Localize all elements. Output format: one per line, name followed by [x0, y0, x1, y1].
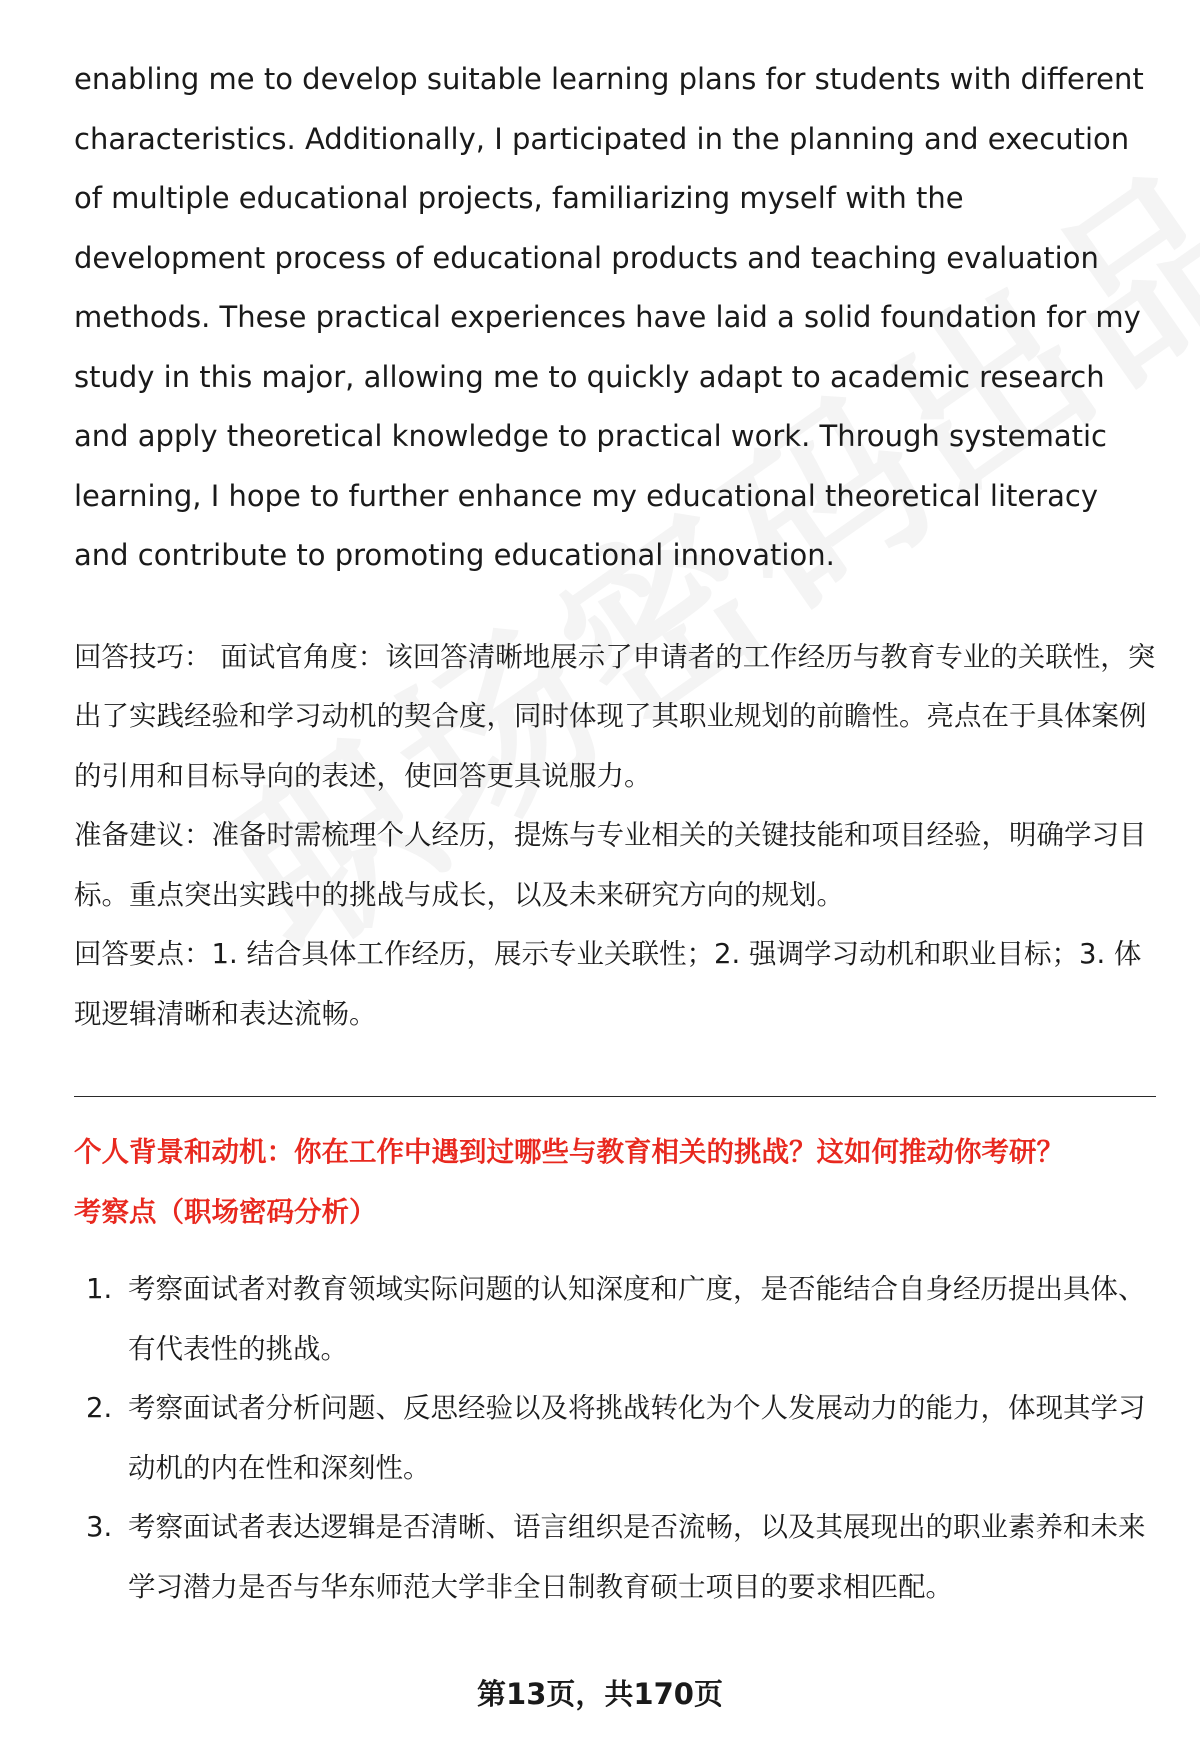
list-item — [74, 1260, 1159, 1379]
list-item-text: 考察面试者表达逻辑是否清晰、语言组织是否流畅，以及其展现出的职业素养和未来学习潜力是否与华东师范大学非全日制教育硕士项目的要求相匹配。 — [128, 1511, 1146, 1603]
assessment-subheading: 考察点（职场密码分析） — [74, 1195, 377, 1228]
list-item-number: 3. — [86, 1511, 113, 1543]
key-points-text: 回答要点：1. 结合具体工作经历，展示专业关联性；2. 强调学习动机和职业目标；3. 体现逻辑清晰和表达流畅。 — [74, 938, 1142, 1030]
list-item-number: 2. — [86, 1392, 113, 1424]
body-paragraph: enabling me to develop suitable learning plans for students with different characteristics. Additionally, I participated in the planning and execution of multiple educational projects, familiarizing myself with the development process of educational products and teaching evaluation methods. These practical experiences have laid a solid foundation for my study in this major, allowing me to quickly adapt to academic research and apply theoretical knowledge to practical work. Through systematic learning, I hope to further enhance my educational theoretical literacy and contribute to promoting educational innovation. — [74, 62, 1144, 572]
page-number-footer: 第13页，共170页 — [477, 1677, 723, 1711]
section-divider — [74, 1096, 1156, 1097]
list-item — [74, 1379, 1159, 1498]
page-content — [74, 50, 1159, 1617]
list-item — [74, 1498, 1159, 1617]
list-item-text: 考察面试者分析问题、反思经验以及将挑战转化为个人发展动力的能力，体现其学习动机的内在性和深刻性。 — [128, 1392, 1146, 1484]
question-heading: 个人背景和动机：你在工作中遇到过哪些与教育相关的挑战？这如何推动你考研？ — [74, 1136, 1064, 1168]
answer-tips-block — [74, 628, 1159, 1045]
answer-skill-text: 回答技巧： 面试官角度：该回答清晰地展示了申请者的工作经历与教育专业的关联性，突出了实践经验和学习动机的契合度，同时体现了其职业规划的前瞻性。亮点在于具体案例的引用和目标导向的表述，使回答更具说服力。 — [74, 640, 1156, 792]
list-item-text: 考察面试者对教育领域实际问题的认知深度和广度，是否能结合自身经历提出具体、有代表性的挑战。 — [128, 1273, 1146, 1365]
preparation-text: 准备建议：准备时需梳理个人经历，提炼与专业相关的关键技能和项目经验，明确学习目标。重点突出实践中的挑战与成长，以及未来研究方向的规划。 — [74, 819, 1147, 911]
list-item-number: 1. — [86, 1273, 113, 1305]
assessment-list — [74, 1260, 1159, 1617]
